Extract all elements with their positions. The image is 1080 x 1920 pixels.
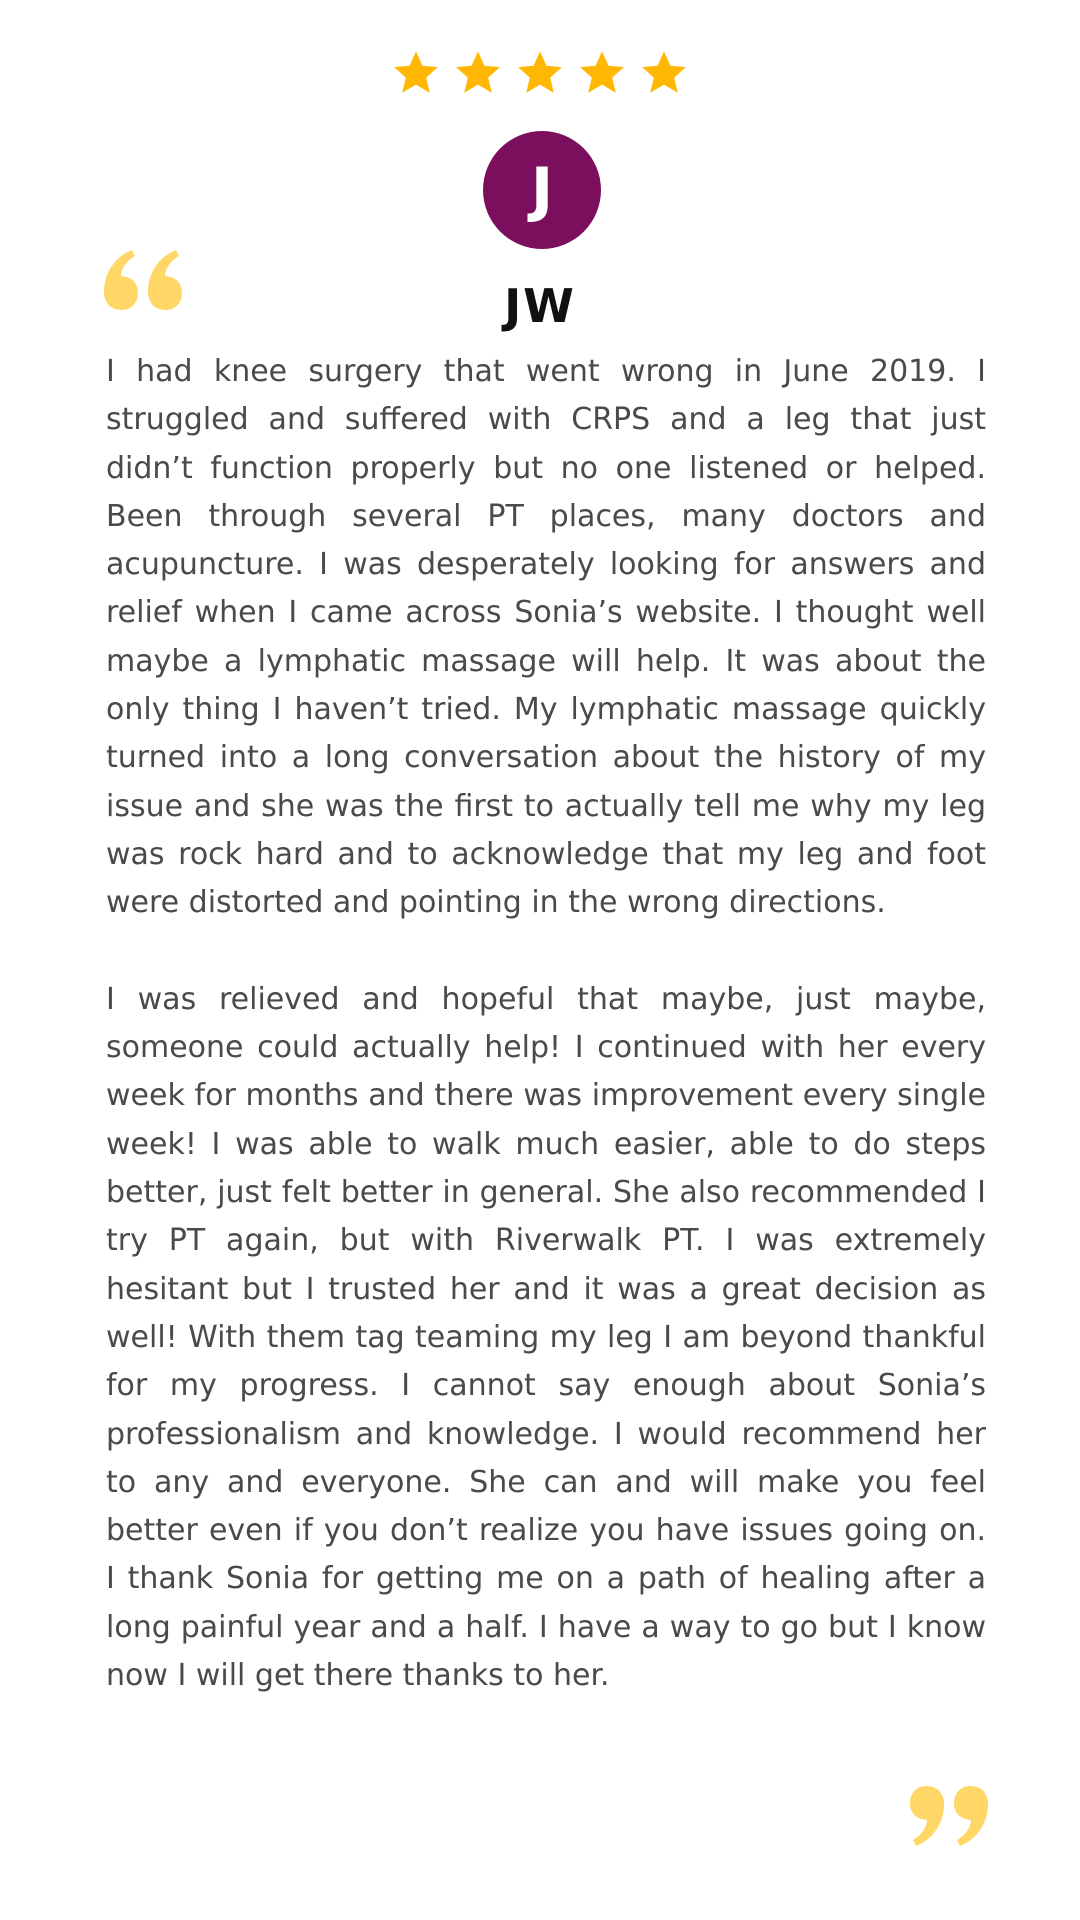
star-icon xyxy=(577,48,627,98)
star-rating xyxy=(0,48,1080,98)
star-icon xyxy=(639,48,689,98)
avatar xyxy=(483,131,601,249)
star-icon xyxy=(453,48,503,98)
reviewer-name: JW xyxy=(504,279,576,333)
close-quote-icon xyxy=(910,1786,988,1846)
review-paragraph: I was relieved and hopeful that maybe, just maybe, someone could actually help! I continued with her every week for months and there was improvement every single week! I was able to walk much easier, able to do steps better, just felt better in general. She also recommended I try PT again, but with Riverwalk PT. I was extremely hesitant but I trusted her and it was a great decision as well! With them tag teaming my leg I am beyond thankful for my progress. I cannot say enough about Sonia’s professionalism and knowledge. I would recommend her to any and everyone. She can and will make you feel better even if you don’t realize you have issues going on. I thank Sonia for getting me on a path of healing after a long painful year and a half. I have a way to go but I know now I will get there thanks to her. xyxy=(106,981,986,1694)
review-paragraph: I had knee surgery that went wrong in June 2019. I struggled and suffered with CRPS and a leg that just didn’t function properly but no one listened or helped. Been through several PT places, many doctors and acupuncture. I was desperately looking for answers and relief when I came across Sonia’s website. I thought well maybe a lymphatic massage will help. It was about the only thing I haven’t tried. My lymphatic massage quickly turned into a long conversation about the history of my issue and she was the first to actually tell me why my leg was rock hard and to acknowledge that my leg and foot were distorted and pointing in the wrong directions. xyxy=(106,354,986,921)
star-icon xyxy=(515,48,565,98)
avatar-initial: J xyxy=(530,155,554,225)
review-text xyxy=(106,348,986,1700)
star-icon xyxy=(391,48,441,98)
